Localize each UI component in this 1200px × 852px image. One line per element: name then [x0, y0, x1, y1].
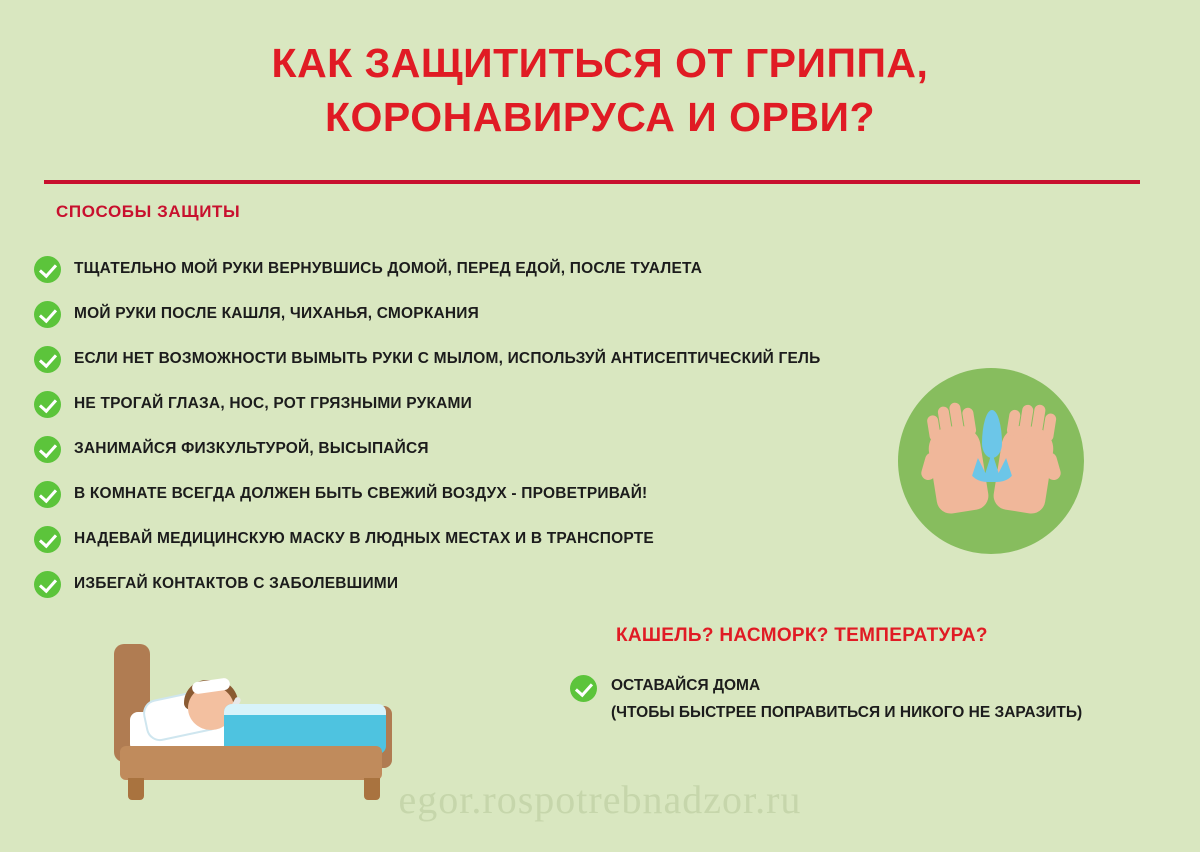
tip-label: НАДЕВАЙ МЕДИЦИНСКУЮ МАСКУ В ЛЮДНЫХ МЕСТАХ И В ТРАНСПОРТЕ [74, 530, 654, 547]
list-item [34, 518, 934, 560]
title-line-1: КАК ЗАЩИТИТЬСЯ ОТ ГРИППА, [271, 40, 929, 86]
check-icon [34, 481, 61, 508]
tip-label: ЕСЛИ НЕТ ВОЗМОЖНОСТИ ВЫМЫТЬ РУКИ С МЫЛОМ, ИСПОЛЬЗУЙ АНТИСЕПТИЧЕСКИЙ ГЕЛЬ [74, 350, 821, 367]
tip-label: В КОМНАТЕ ВСЕГДА ДОЛЖЕН БЫТЬ СВЕЖИЙ ВОЗДУХ - ПРОВЕТРИВАЙ! [74, 485, 648, 502]
check-icon [570, 675, 597, 702]
list-item [34, 473, 934, 515]
stay-home-text [611, 672, 1082, 726]
list-item [34, 338, 934, 380]
page-title [0, 36, 1200, 144]
tip-label: ЗАНИМАЙСЯ ФИЗКУЛЬТУРОЙ, ВЫСЫПАЙСЯ [74, 440, 429, 457]
check-icon [34, 526, 61, 553]
check-icon [34, 436, 61, 463]
title-line-2: КОРОНАВИРУСА И ОРВИ? [324, 94, 876, 140]
check-icon [34, 571, 61, 598]
list-item [34, 428, 934, 470]
list-item [34, 563, 934, 605]
tip-label: ИЗБЕГАЙ КОНТАКТОВ С ЗАБОЛЕВШИМИ [74, 575, 399, 592]
symptoms-heading: КАШЕЛЬ? НАСМОРК? ТЕМПЕРАТУРА? [616, 625, 988, 646]
stay-home-line-2: (ЧТОБЫ БЫСТРЕЕ ПОПРАВИТЬСЯ И НИКОГО НЕ ЗАРАЗИТЬ) [611, 704, 1083, 721]
tips-list [34, 248, 934, 608]
list-item [34, 383, 934, 425]
tip-label: НЕ ТРОГАЙ ГЛАЗА, НОС, РОТ ГРЯЗНЫМИ РУКАМИ [74, 395, 472, 412]
stay-home-line-1: ОСТАВАЙСЯ ДОМА [611, 677, 761, 694]
hands-washing-icon [898, 368, 1084, 554]
watermark: egor.rospotrebnadzor.ru [398, 777, 802, 822]
title-divider [44, 180, 1140, 184]
list-item [34, 293, 934, 335]
list-item [34, 248, 934, 290]
water-drop-icon [982, 410, 1002, 458]
section-heading-protection: СПОСОБЫ ЗАЩИТЫ [56, 202, 241, 221]
stay-home-advice [570, 672, 1082, 726]
check-icon [34, 301, 61, 328]
tip-label: ТЩАТЕЛЬНО МОЙ РУКИ ВЕРНУВШИСЬ ДОМОЙ, ПЕРЕД ЕДОЙ, ПОСЛЕ ТУАЛЕТА [74, 260, 703, 277]
check-icon [34, 256, 61, 283]
check-icon [34, 391, 61, 418]
check-icon [34, 346, 61, 373]
tip-label: МОЙ РУКИ ПОСЛЕ КАШЛЯ, ЧИХАНЬЯ, СМОРКАНИЯ [74, 305, 479, 322]
